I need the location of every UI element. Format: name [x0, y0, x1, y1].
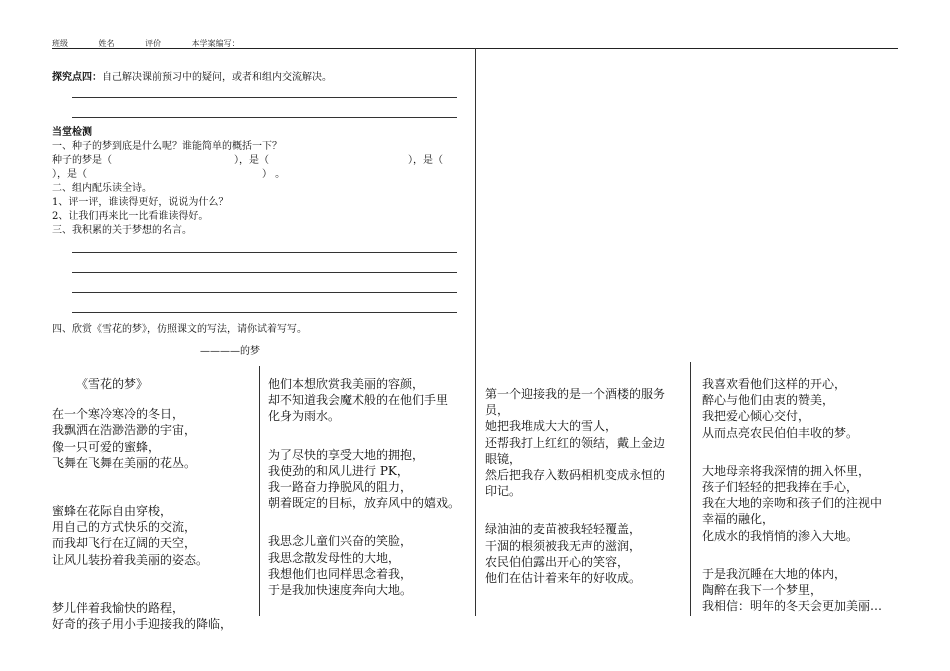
- poem-line: 而我却飞行在辽阔的天空，: [52, 536, 197, 551]
- poem-line: 于是我沉睡在大地的体内，: [702, 566, 847, 581]
- poem-line: 陶醉在我下一个梦里，: [702, 583, 823, 598]
- poem-line: 绿油油的麦苗被我轻轻覆盖，: [485, 522, 642, 537]
- poem-line: 第一个迎接我的是一个酒楼的服务: [485, 387, 666, 401]
- blank-label: ） 。: [262, 169, 286, 180]
- question-1: 一、种子的梦到底是什么呢？谁能简单的概括一下？: [52, 141, 282, 152]
- exploration-point: [52, 71, 332, 85]
- poem-line: 我使劲的和风儿进行 PK，: [268, 463, 409, 478]
- poem-line: 于是我加快速度奔向大地。: [268, 583, 413, 598]
- poem-line: 我相信：明年的冬天会更加美丽…: [702, 599, 883, 614]
- poem-line: 员，: [485, 403, 510, 418]
- blank-label: ），是（: [234, 155, 269, 166]
- poem-title: 《雪花的梦》: [76, 377, 149, 391]
- seed-dream-blank-line-1: [52, 154, 462, 168]
- column-divider: [690, 362, 691, 616]
- poem-line: 干涸的根须被我无声的滋润，: [485, 538, 642, 553]
- poem-line: 眼镜，: [485, 451, 522, 466]
- column-divider: [259, 366, 260, 616]
- answer-line: [72, 97, 457, 98]
- poem-line: 我喜欢看他们这样的开心，: [702, 377, 847, 391]
- answer-line: [72, 272, 457, 273]
- poem-line: 我一路奋力挣脱风的阻力，: [268, 480, 413, 495]
- poem-line: 大地母亲将我深情的拥入怀里，: [702, 463, 871, 478]
- poem-line: 用自己的方式快乐的交流，: [52, 520, 197, 535]
- blank-label: ），是（: [52, 169, 87, 180]
- question-2-1: 1、评一评，谁读得更好，说说为什么？: [52, 197, 229, 208]
- poem-line: 像一只可爱的蜜蜂，: [52, 439, 161, 454]
- column-divider: [475, 366, 476, 616]
- poem-line: 好奇的孩子用小手迎接我的降临，: [52, 617, 233, 632]
- poem-line: 我思念儿童们兴奋的笑脸，: [268, 534, 413, 549]
- blank-label: 种子的梦是（: [52, 155, 112, 166]
- poem-column-1: [52, 376, 257, 632]
- poem-line: 我思念散发母性的大地，: [268, 550, 401, 565]
- answer-line: [72, 292, 457, 293]
- poem-line: 化成水的我悄悄的渗入大地。: [702, 528, 859, 543]
- exploration-point-text: 自己解决课前预习中的疑问，或者和组内交流解决。: [102, 72, 332, 83]
- check-title: 当堂检测: [52, 127, 92, 138]
- poem-line: 梦儿伴着我愉快的路程，: [52, 600, 185, 615]
- poem-line: 他们在估计着来年的好收成。: [485, 571, 642, 586]
- author-label: 本学案编写：: [191, 39, 240, 48]
- poem-line: 印记。: [485, 484, 522, 499]
- poem-line: 我把爱心倾心交付，: [702, 409, 811, 424]
- writing-title-blank: ————的梦: [200, 346, 260, 357]
- poem-line: 让风儿装扮着我美丽的姿态。: [52, 552, 209, 567]
- question-2: 二、组内配乐读全诗。: [52, 183, 152, 194]
- poem-line: 我想他们也同样思念着我，: [268, 566, 413, 581]
- exploration-point-label: 探究点四：: [52, 72, 102, 83]
- page-divider: [475, 48, 476, 366]
- poem-line: 农民伯伯露出开心的笑容，: [485, 554, 630, 569]
- poem-line: 飞舞在飞舞在美丽的花丛。: [52, 455, 197, 470]
- poem-line: 在一个寒冷寒冷的冬日，: [52, 407, 185, 422]
- poem-line: 为了尽快的享受大地的拥抱，: [268, 447, 425, 462]
- poem-line: 蜜蜂在花际自由穿梭，: [52, 504, 173, 519]
- poem-column-3: [485, 386, 687, 586]
- question-4: 四、欣赏《雪花的梦》，仿照课文的写法，请你试着写写。: [52, 324, 307, 335]
- poem-line: 孩子们轻轻的把我捧在手心，: [702, 480, 859, 495]
- poem-line: 她把我堆成大大的雪人，: [485, 419, 618, 434]
- poem-line: 幸福的融化，: [702, 512, 775, 527]
- question-2-2: 2、让我们再来比一比看谁读得好。: [52, 211, 209, 222]
- answer-line: [72, 117, 457, 118]
- poem-line: 我飘洒在浩渺浩渺的宇宙，: [52, 423, 197, 438]
- poem-column-2: [268, 376, 473, 598]
- answer-line: [72, 312, 457, 313]
- poem-column-4: [702, 376, 902, 614]
- poem-line: 然后把我存入数码相机变成永恒的: [485, 468, 666, 483]
- poem-line: 他们本想欣赏我美丽的容颜，: [268, 377, 425, 391]
- answer-line: [72, 252, 457, 253]
- seed-dream-blank-line-2: [52, 168, 462, 182]
- evaluation-label: 评价: [145, 39, 162, 48]
- poem-line: 化身为雨水。: [268, 409, 341, 424]
- poem-line: 从而点亮农民伯伯丰收的梦。: [702, 425, 859, 440]
- poem-line: 醉心与他们由衷的赞美，: [702, 393, 835, 408]
- poem-line: 还帮我打上红红的领结，戴上金边: [485, 435, 666, 450]
- poem-line: 朝着既定的目标，放弃风中的嬉戏。: [268, 496, 461, 511]
- name-label: 姓名: [98, 39, 115, 48]
- question-3: 三、我积累的关于梦想的名言。: [52, 225, 192, 236]
- class-label: 班级: [52, 39, 68, 48]
- blank-label: ），是（: [408, 155, 443, 166]
- poem-line: 我在大地的亲吻和孩子们的注视中: [702, 496, 883, 511]
- poem-line: 却不知道我会魔术般的在他们手里: [268, 393, 449, 408]
